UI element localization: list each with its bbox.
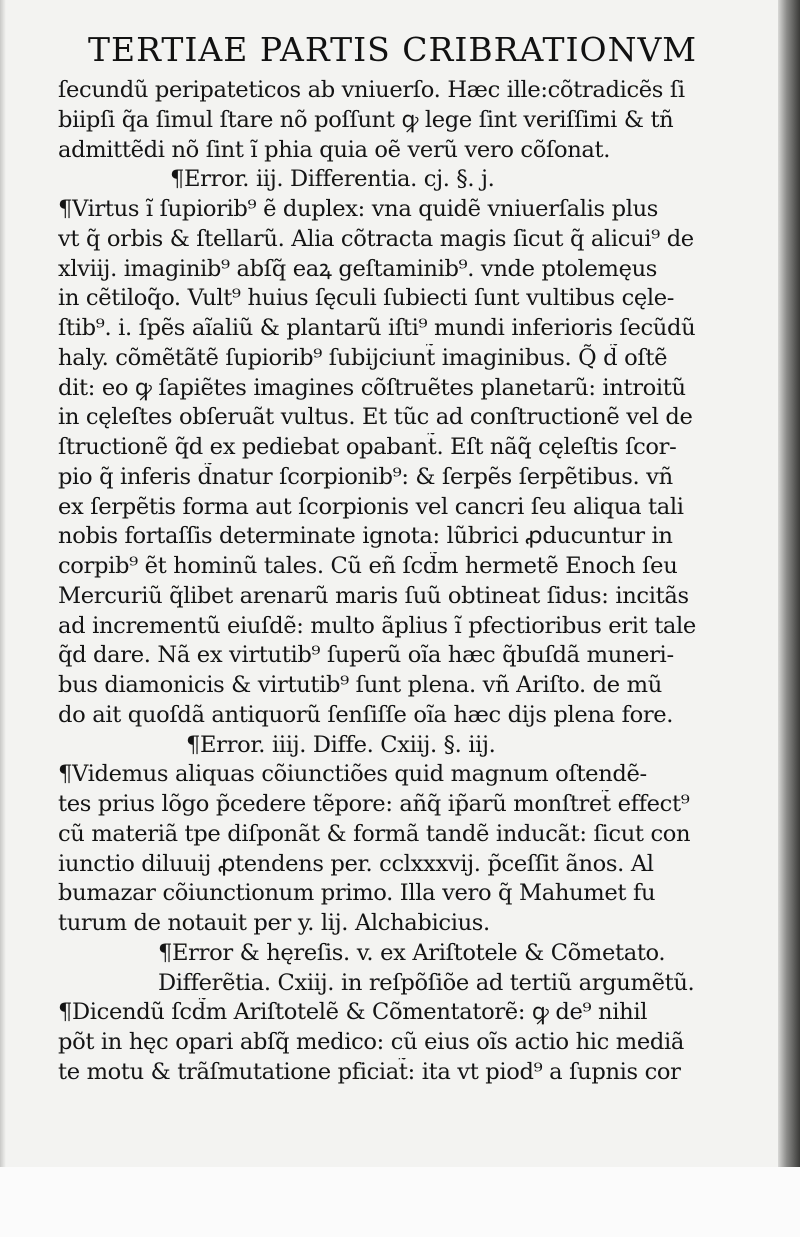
- text-line: ¶Virtus ĩ ſupiorib⁹ ẽ duplex: vna quidẽ vniuerſalis plus: [58, 196, 659, 222]
- binding-gutter-shadow: [778, 0, 800, 1237]
- text-line: nobis fortaſſis determinate ignota: lũbrici ꝓducuntur in: [58, 523, 673, 550]
- text-line: ex ſerpẽtis forma aut ſcorpionis vel cancri ſeu aliqua tali: [58, 493, 684, 520]
- running-head: TERTIAE PARTIS CRIBRATIONVM: [88, 30, 698, 69]
- text-line: ¶Dicendũ ſcd̃m Ariſtotelẽ & Cõmentatorẽ: ꝙ de⁹ nihil: [58, 999, 648, 1026]
- text-line: q̃d dare. Nã ex virtutib⁹ ſuperũ oĩa hæc q̃buſdã muneri-: [58, 642, 674, 669]
- text-line: turum de notauit per y. lij. Alchabicius.: [58, 910, 490, 936]
- page-left-edge: [0, 0, 6, 1237]
- text-line: tes prius lõgo p̃cedere tẽpore: añq̃ ip̃arũ monſtret̃ effect⁹: [58, 791, 690, 817]
- text-line: pio q̃ inferis d̃natur ſcorpionib⁹: & ſerpẽs ſerpẽtibus. vñ: [58, 463, 673, 490]
- text-line: põt in hęc opari abſq̃ medico: cũ eius oĩs actio hic mediã: [58, 1029, 685, 1055]
- text-line: haly. cõmẽtãtẽ ſupiorib⁹ ſubijciunt̃ imaginibus. Q̃ d̃ oſtẽ: [58, 344, 668, 371]
- text-line: ¶Error. iiij. Diffe. Cxiij. §. iij.: [186, 731, 496, 758]
- text-line: in cẽtiloq̃o. Vult⁹ huius ſęculi ſubiecti ſunt vultibus cęle-: [58, 285, 675, 312]
- text-line: te motu & trãſmutatione pficiat̃: ita vt piod⁹ a ſupnis cor: [58, 1058, 681, 1085]
- text-line: corpib⁹ ẽt hominũ tales. Cũ eñ ſcd̃m hermetẽ Enoch ſeu: [58, 553, 678, 579]
- text-line: bus diamonicis & virtutib⁹ ſunt plena. vñ Ariſto. de mũ: [58, 672, 662, 698]
- text-line: ¶Error. iij. Differentia. cj. §. j.: [170, 166, 495, 193]
- text-line: cũ materiã tpe diſponãt & formã tandẽ inducãt: ſicut con: [58, 820, 691, 847]
- text-line: ¶Videmus aliquas cõiunctiões quid magnum oſtendẽ-: [58, 761, 647, 788]
- text-line: bumazar cõiunctionum primo. Illa vero q̃ Mahumet fu: [58, 880, 656, 907]
- text-line: Mercuriũ q̃libet arenarũ maris ſuũ obtineat ſidus: incitãs: [58, 582, 689, 609]
- text-line: dit: eo ꝙ ſapiẽtes imagines cõſtruẽtes planetarũ: introitũ: [58, 374, 686, 401]
- text-line: vt q̃ orbis & ſtellarũ. Alia cõtracta magis ſicut q̃ alicui⁹ de: [58, 225, 694, 252]
- text-line: in cęleſtes obſeruãt vultus. Et tũc ad conſtructionẽ vel de: [58, 404, 693, 431]
- bottom-margin: [0, 1167, 800, 1237]
- text-line: xlviij. imaginib⁹ abſq̃ eaꝝ geſtaminib⁹. vnde ptolemęus: [58, 255, 658, 282]
- text-line: admittẽdi nõ ſint ĩ phia quia oẽ verũ vero cõſonat.: [58, 136, 611, 163]
- text-line: Differẽtia. Cxiij. in reſpõſiõe ad tertiũ argumẽtũ.: [158, 969, 695, 996]
- text-line: ſtructionẽ q̃d ex pediebat opabant̃. Eſt nãq̃ cęleſtis ſcor-: [58, 434, 677, 460]
- text-block: [58, 76, 738, 1088]
- text-line: ſtib⁹. i. ſpẽs aĩaliũ & plantarũ iſti⁹ mundi inferioris ſecũdũ: [58, 315, 696, 341]
- text-line: do ait quoſdã antiquorũ ſenſiſſe oĩa hæc dijs plena fore.: [58, 701, 674, 728]
- text-line: ¶Error & hęreſis. v. ex Ariſtotele & Cõmetato.: [158, 939, 666, 966]
- text-line: ſecundũ peripateticos ab vniuerſo. Hæc ille:cõtradicẽs ſi: [58, 77, 685, 103]
- text-line: iunctio diluuij ꝓtendens per. cclxxxvij. p̃ceſſit ãnos. Al: [58, 850, 654, 877]
- text-line: biipſi q̃a ſimul ſtare nõ poſſunt ꝙ lege ſint veriſſimi & tñ: [58, 106, 674, 133]
- text-line: ad incrementũ eiuſdẽ: multo ãplius ĩ pfectioribus erit tale: [58, 612, 696, 639]
